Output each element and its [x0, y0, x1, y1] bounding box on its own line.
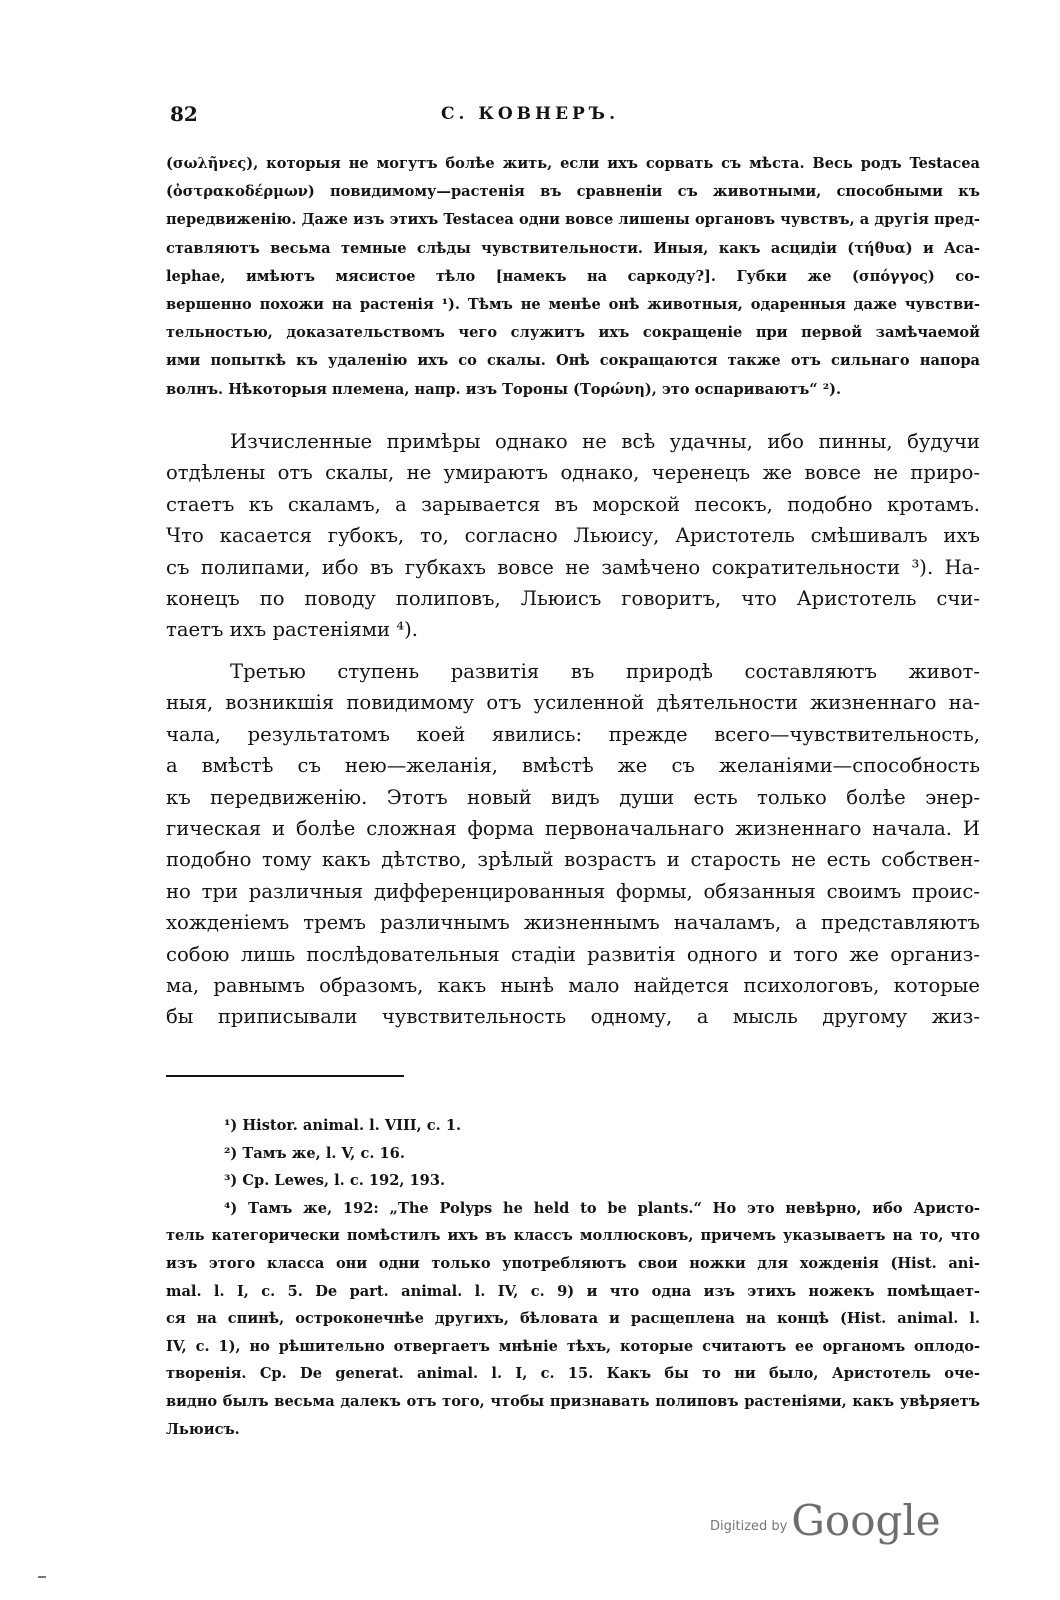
footnote-1: ¹) Histor. animal. l. VIII, c. 1. [224, 1117, 462, 1134]
text-line: чала, результатомъ коей явились: прежде всего—чувствительность, [166, 722, 980, 746]
text-line: ма, равнымъ образомъ, какъ нынѣ мало найдется психологовъ, которые [166, 974, 980, 998]
footnote-4-line: изъ этого класса они одни только употребляютъ свои ножки для хожденія (Hist. ani- [166, 1254, 980, 1272]
footnotes [166, 1112, 980, 1443]
text-line: къ передвиженію. Этотъ новый видъ души есть только болѣе энер- [166, 785, 980, 809]
scan-mark [38, 1576, 46, 1578]
text-line: хожденіемъ тремъ различнымъ жизненнымъ началамъ, а представляютъ [166, 911, 980, 935]
footnote-4-line: видно былъ весьма далекъ отъ того, чтобы признавать полиповъ растеніями, какъ увѣряетъ [166, 1392, 980, 1410]
text-line: но три различныя дифференцированныя формы, обязанныя своимъ проис- [166, 879, 980, 903]
text-line: ставляютъ весьма темные слѣды чувствительности. Иныя, какъ асцидіи (τήθυα) и Aca- [166, 239, 980, 257]
text-line: съ полипами, ибо въ губкахъ вовсе не замѣчено сократительности ³). На- [166, 555, 980, 579]
running-title: С. КОВНЕРЪ. [441, 104, 619, 124]
quoted-passage [166, 150, 980, 404]
google-logo: Google [791, 1496, 941, 1545]
text-line: Третью ступень развитія въ природѣ составляютъ живот- [230, 660, 980, 683]
text-line: подобно тому какъ дѣтство, зрѣлый возрастъ и старость не есть собствен- [166, 848, 980, 872]
text-line: собою лишь послѣдовательныя стадіи развитія одного и того же организ- [166, 942, 980, 966]
text-line: передвиженію. Даже изъ этихъ Testacea одни вовсе лишены органовъ чувствъ, а другія пред- [166, 211, 980, 229]
text-line: Что касается губокъ, то, согласно Льюису, Аристотель смѣшивалъ ихъ [166, 524, 980, 548]
text-line: ныя, возникшія повидимому отъ усиленной дѣятельности жизненнаго на- [166, 691, 980, 715]
footnote-4-line: ся на спинѣ, остроконечнѣе другихъ, бѣловата и расщеплена на концѣ (Hist. animal. l. [166, 1310, 980, 1328]
text-line: конецъ по поводу полиповъ, Льюисъ говоритъ, что Аристотель счи- [166, 587, 980, 611]
paragraph-third-stage [166, 656, 980, 1033]
text-line: (ὀστρακοδέρμων) повидимому—растенія въ сравненіи съ животными, способными къ [166, 183, 980, 201]
digitized-label: Digitized by [710, 1519, 788, 1534]
text-line: стаетъ къ скаламъ, а зарывается въ морской песокъ, подобно кротамъ. [166, 492, 980, 516]
footnote-4-line: ⁴) Тамъ же, 192: „The Polyps he held to be plants.“ Но это невѣрно, ибо Аристо- [224, 1199, 980, 1217]
page-number: 82 [170, 102, 198, 126]
footnote-4-line: тель категорически помѣстилъ ихъ въ классъ моллюсковъ, причемъ указываетъ на то, что [166, 1227, 980, 1245]
footnote-3: ³) Cp. Lewes, l. c. 192, 193. [224, 1172, 446, 1190]
footnote-4-line: mal. l. I, c. 5. De part. animal. l. IV, c. 9) и что одна изъ этихъ ножекъ помѣщает- [166, 1282, 980, 1300]
text-line: а вмѣстѣ съ нею—желанія, вмѣстѣ же съ желаніями—способность [166, 754, 980, 778]
text-line: вершенно похожи на растенія ¹). Тѣмъ не менѣе онѣ животныя, одаренныя даже чувстви- [166, 296, 980, 314]
footnote-divider [166, 1075, 404, 1077]
text-line: волнъ. Нѣкоторыя племена, напр. изъ Тороны (Τορώνη), это оспариваютъ“ ²). [166, 380, 842, 398]
footnote-4-line: IV, c. 1), но рѣшительно отвергаетъ мнѣніе тѣхъ, которые считаютъ ее органомъ оплодо- [166, 1337, 980, 1355]
text-line: (σωλῆνες), которыя не могутъ болѣе жить, если ихъ сорвать съ мѣста. Весь родъ Testacea [166, 155, 980, 172]
text-line: гическая и болѣе сложная форма первоначальнаго жизненнаго начала. И [166, 817, 980, 841]
text-line: тельностью, доказательствомъ чего служитъ ихъ сокращеніе при первой замѣчаемой [166, 324, 980, 342]
digitized-by-watermark [710, 1496, 941, 1545]
text-line: бы приписывали чувствительность одному, а мысль другому жиз- [166, 1005, 980, 1029]
footnote-2: ²) Тамъ же, l. V, c. 16. [224, 1144, 405, 1162]
text-line: lephae, имѣютъ мясистое тѣло [намекъ на саркоду?]. Губки же (σπόγγος) со- [166, 267, 980, 285]
footnote-4-line: Льюисъ. [166, 1420, 240, 1438]
footnote-4-line: творенія. Cp. De generat. animal. l. I, c. 15. Какъ бы то ни было, Аристотель оче- [166, 1365, 980, 1383]
text-line: ими попыткѣ къ удаленію ихъ со скалы. Онѣ сокращаются также отъ сильнаго напора [166, 352, 980, 370]
text-line: отдѣлены отъ скалы, не умираютъ однако, черенецъ же вовсе не приро- [166, 461, 980, 485]
text-line: таетъ ихъ растеніями ⁴). [166, 618, 419, 642]
paragraph-examples [166, 426, 980, 646]
text-line: Изчисленные примѣры однако не всѣ удачны, ибо пинны, будучи [230, 430, 980, 453]
